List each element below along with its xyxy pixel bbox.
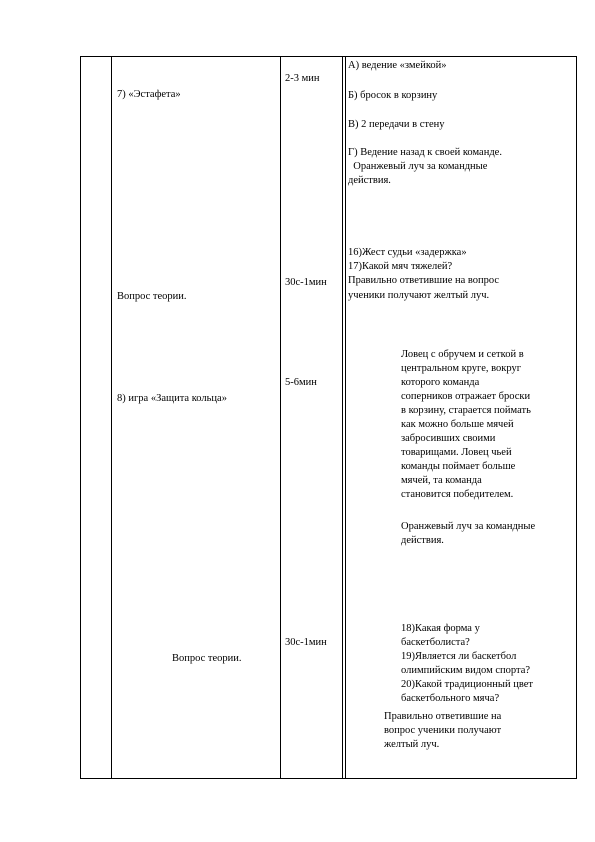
game-desc-line: команды поймает больше (401, 461, 516, 472)
theory1-question-16: 16)Жест судьи «задержка» (348, 247, 467, 258)
theory1-time: 30с-1мин (285, 277, 327, 288)
game-desc-line: становится победителем. (401, 489, 514, 500)
theory2-question-line: олимпийским видом спорта? (401, 665, 531, 676)
game-note-line: Оранжевый луч за командные (401, 521, 536, 532)
game-desc-line: мячей, та команда (401, 475, 482, 486)
game-desc-line: забросивших своими (401, 433, 496, 444)
table-bottom-border (80, 778, 577, 779)
theory2-answer (384, 710, 574, 752)
relay-note-line-1: Оранжевый луч за командные (348, 161, 488, 172)
game-desc-line: которого команда (401, 377, 480, 388)
theory1-title: Вопрос теории. (117, 291, 187, 302)
theory2-title: Вопрос теории. (172, 653, 242, 664)
game-desc-line: как можно больше мячей (401, 419, 514, 430)
theory2-answer-line: Правильно ответившие на (384, 711, 502, 722)
game-desc-line: в корзину, старается поймать (401, 405, 531, 416)
game-desc-line: Ловец с обручем и сеткой в (401, 349, 524, 360)
theory1-answer-line-1: Правильно ответившие на вопрос (348, 275, 500, 286)
game-desc-line: центральном круге, вокруг (401, 363, 522, 374)
table-top-border (80, 56, 577, 57)
theory1-answer-line-2: ученики получают желтый луч. (348, 290, 490, 301)
theory2-question-line: 19)Является ли баскетбол (401, 651, 517, 662)
table-left-border (80, 56, 81, 779)
relay-task-c: В) 2 передачи в стену (348, 119, 445, 130)
relay-task-d: Г) Ведение назад к своей команде. (348, 147, 502, 158)
theory2-question-line: 18)Какая форма у (401, 623, 480, 634)
game-title: 8) игра «Защита кольца» (117, 393, 227, 404)
relay-task-a: А) ведение «змейкой» (348, 60, 447, 71)
theory2-questions (401, 622, 575, 706)
theory2-question-line: баскетболиста? (401, 637, 470, 648)
theory2-question-line: 20)Какой традиционный цвет (401, 679, 533, 690)
relay-note-line-2: действия. (348, 175, 391, 186)
relay-title: 7) «Эстафета» (117, 89, 181, 100)
relay-task-b: Б) бросок в корзину (348, 90, 438, 101)
column-divider-1 (111, 56, 112, 779)
game-description (401, 348, 575, 502)
theory2-answer-line: вопрос ученики получают (384, 725, 502, 736)
relay-time: 2-3 мин (285, 73, 320, 84)
theory2-answer-line: желтый луч. (384, 739, 440, 750)
column-divider-3b (345, 56, 346, 779)
game-desc-line: товарищами. Ловец чьей (401, 447, 512, 458)
theory1-question-17: 17)Какой мяч тяжелей? (348, 261, 453, 272)
game-time: 5-6мин (285, 377, 317, 388)
theory2-time: 30с-1мин (285, 637, 327, 648)
theory2-question-line: баскетбольного мяча? (401, 693, 500, 704)
game-desc-line: соперников отражает броски (401, 391, 531, 402)
column-divider-3a (342, 56, 343, 779)
game-note (401, 520, 575, 548)
table-right-border (576, 56, 577, 779)
column-divider-2 (280, 56, 281, 779)
game-note-line: действия. (401, 535, 444, 546)
